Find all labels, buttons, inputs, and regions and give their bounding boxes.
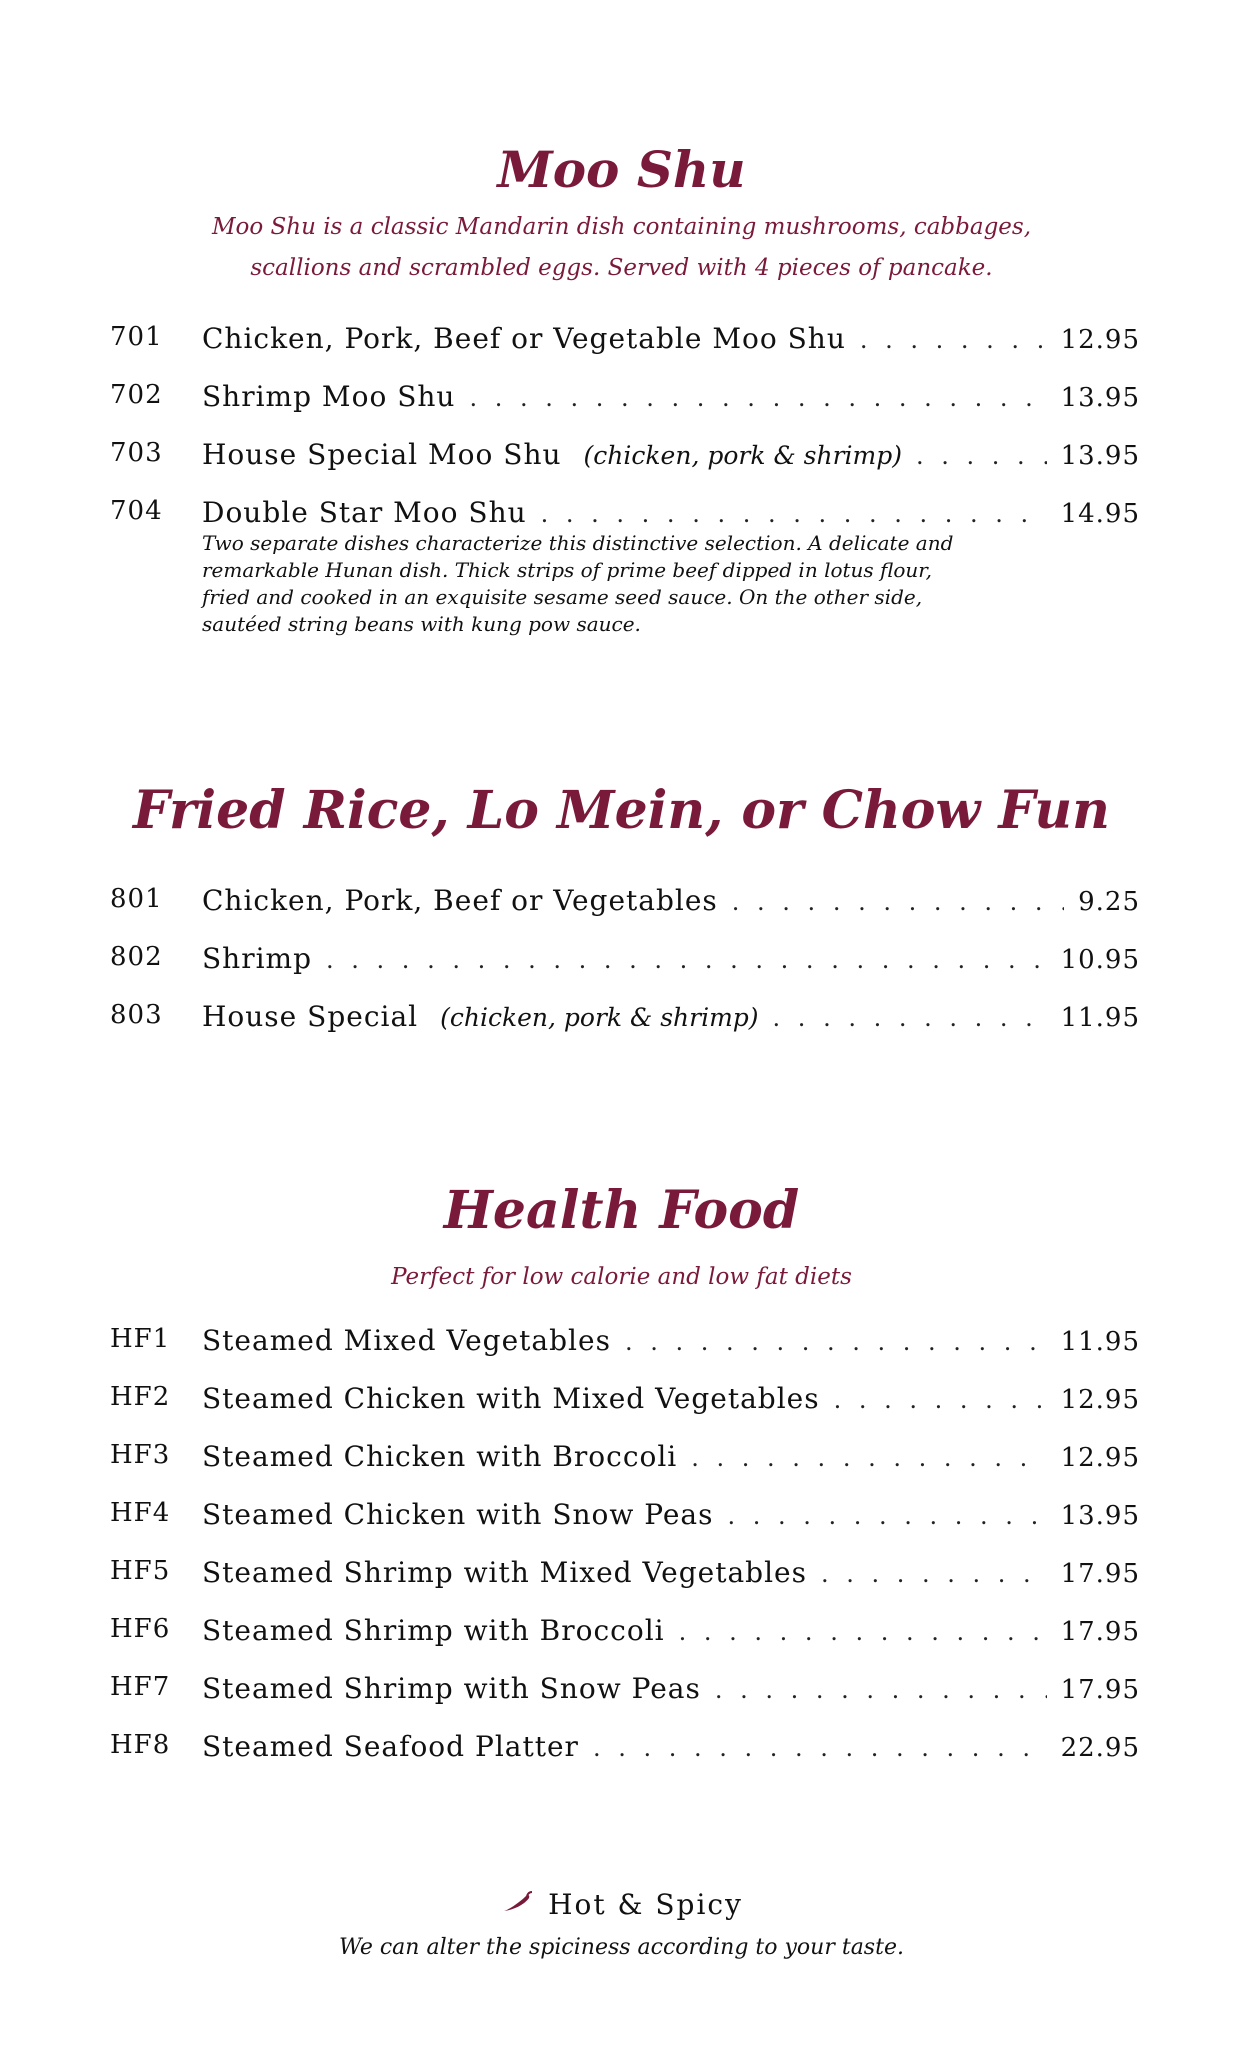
legend-title: Hot & Spicy: [548, 1888, 743, 1921]
item-note: (chicken, pork & shrimp): [440, 1003, 759, 1032]
item-name: Steamed Chicken with Mixed Vegetables: [202, 1382, 820, 1415]
item-price: 13.95: [1060, 441, 1140, 471]
item-number: 803: [110, 1000, 163, 1030]
menu-item-702: [110, 380, 1140, 420]
section-description: Perfect for low calorie and low fat diets: [391, 1264, 852, 1290]
item-name: Steamed Chicken with Snow Peas: [202, 1498, 714, 1531]
menu-item-hf6: [110, 1614, 1140, 1654]
menu-item-802: [110, 942, 1140, 982]
item-price: 10.95: [1060, 945, 1140, 975]
item-price: 17.95: [1060, 1617, 1140, 1647]
dot-leader: [593, 1734, 1047, 1762]
item-name: House Special: [202, 1000, 419, 1033]
item-name: Steamed Shrimp with Broccoli: [202, 1614, 665, 1647]
dot-leader: [625, 1328, 1047, 1356]
item-name: Shrimp Moo Shu: [202, 380, 456, 413]
menu-item-hf8: [110, 1730, 1140, 1770]
dot-leader: [860, 326, 1047, 354]
item-description: Two separate dishes characterize this distinctive selection. A delicate and remarkable Hunan dish. Thick strips of prime beef dipped in lotus flour, fried and cooked in an exquisite sesame seed sauce. On the other side, sautéed string beans with kung pow sauce.: [202, 531, 954, 636]
dot-leader: [821, 1560, 1047, 1588]
section-health-food: [0, 1180, 1243, 1298]
dot-leader: [326, 946, 1047, 974]
section-fried-rice: [0, 780, 1243, 841]
item-name: Steamed Mixed Vegetables: [202, 1324, 611, 1357]
item-name: Chicken, Pork, Beef or Vegetables: [202, 884, 718, 917]
section-title: Fried Rice, Lo Mein, or Chow Fun: [133, 780, 1110, 841]
item-name: Double Star Moo Shu: [202, 496, 527, 529]
item-number: HF7: [110, 1672, 171, 1702]
item-number: HF4: [110, 1498, 171, 1528]
item-price: 17.95: [1060, 1675, 1140, 1705]
dot-leader: [773, 1004, 1047, 1032]
section-moo-shu: [0, 140, 1243, 289]
item-name: Chicken, Pork, Beef or Vegetable Moo Shu: [202, 322, 846, 355]
menu-item-803: [110, 1000, 1140, 1040]
item-number: HF1: [110, 1324, 171, 1354]
item-price: 17.95: [1060, 1559, 1140, 1589]
item-number: 701: [110, 322, 163, 352]
dot-leader: [715, 1676, 1047, 1704]
item-price: 12.95: [1060, 325, 1140, 355]
item-number: 703: [110, 438, 163, 468]
legend-title-row: [500, 1888, 743, 1921]
item-note: (chicken, pork & shrimp): [583, 441, 902, 470]
item-number: 704: [110, 496, 163, 526]
dot-leader: [541, 500, 1047, 528]
item-price: 9.25: [1078, 887, 1140, 917]
item-price: 12.95: [1060, 1443, 1140, 1473]
item-number: 801: [110, 884, 163, 914]
item-name: House Special Moo Shu: [202, 438, 562, 471]
item-number: HF5: [110, 1556, 171, 1586]
item-name: Steamed Shrimp with Mixed Vegetables: [202, 1556, 807, 1589]
menu-item-703: [110, 438, 1140, 478]
item-name: Shrimp: [202, 942, 313, 975]
section-title: Health Food: [443, 1180, 800, 1241]
item-name: Steamed Chicken with Broccoli: [202, 1440, 678, 1473]
item-price: 13.95: [1060, 1501, 1140, 1531]
item-price: 11.95: [1060, 1003, 1140, 1033]
item-price: 13.95: [1060, 383, 1140, 413]
dot-leader: [834, 1386, 1047, 1414]
menu-item-hf4: [110, 1498, 1140, 1538]
hot-spicy-legend: [0, 1888, 1243, 1960]
item-number: HF6: [110, 1614, 171, 1644]
item-number: 702: [110, 380, 163, 410]
item-price: 22.95: [1060, 1733, 1140, 1763]
dot-leader: [916, 442, 1047, 470]
item-number: HF3: [110, 1440, 171, 1470]
dot-leader: [469, 384, 1046, 412]
item-name: Steamed Seafood Platter: [202, 1730, 579, 1763]
chili-pepper-icon: [500, 1888, 534, 1921]
section-description-line2: scallions and scrambled eggs. Served with 4 pieces of pancake.: [250, 255, 993, 281]
dot-leader: [732, 888, 1064, 916]
menu-item-hf1: [110, 1324, 1140, 1364]
item-price: 11.95: [1060, 1327, 1140, 1357]
menu-item-hf7: [110, 1672, 1140, 1712]
menu-item-701: [110, 322, 1140, 362]
section-description-line1: Moo Shu is a classic Mandarin dish containing mushrooms, cabbages,: [211, 214, 1032, 240]
item-number: 802: [110, 942, 163, 972]
dot-leader: [727, 1502, 1046, 1530]
section-title: Moo Shu: [497, 140, 746, 199]
legend-note: We can alter the spiciness according to your taste.: [339, 1935, 904, 1960]
item-price: 12.95: [1060, 1385, 1140, 1415]
menu-item-hf5: [110, 1556, 1140, 1596]
item-name: Steamed Shrimp with Snow Peas: [202, 1672, 701, 1705]
item-number: HF8: [110, 1730, 171, 1760]
item-number: HF2: [110, 1382, 171, 1412]
dot-leader: [691, 1444, 1046, 1472]
item-price: 14.95: [1060, 499, 1140, 529]
menu-item-hf3: [110, 1440, 1140, 1480]
menu-item-hf2: [110, 1382, 1140, 1422]
menu-item-801: [110, 884, 1140, 924]
dot-leader: [679, 1618, 1047, 1646]
